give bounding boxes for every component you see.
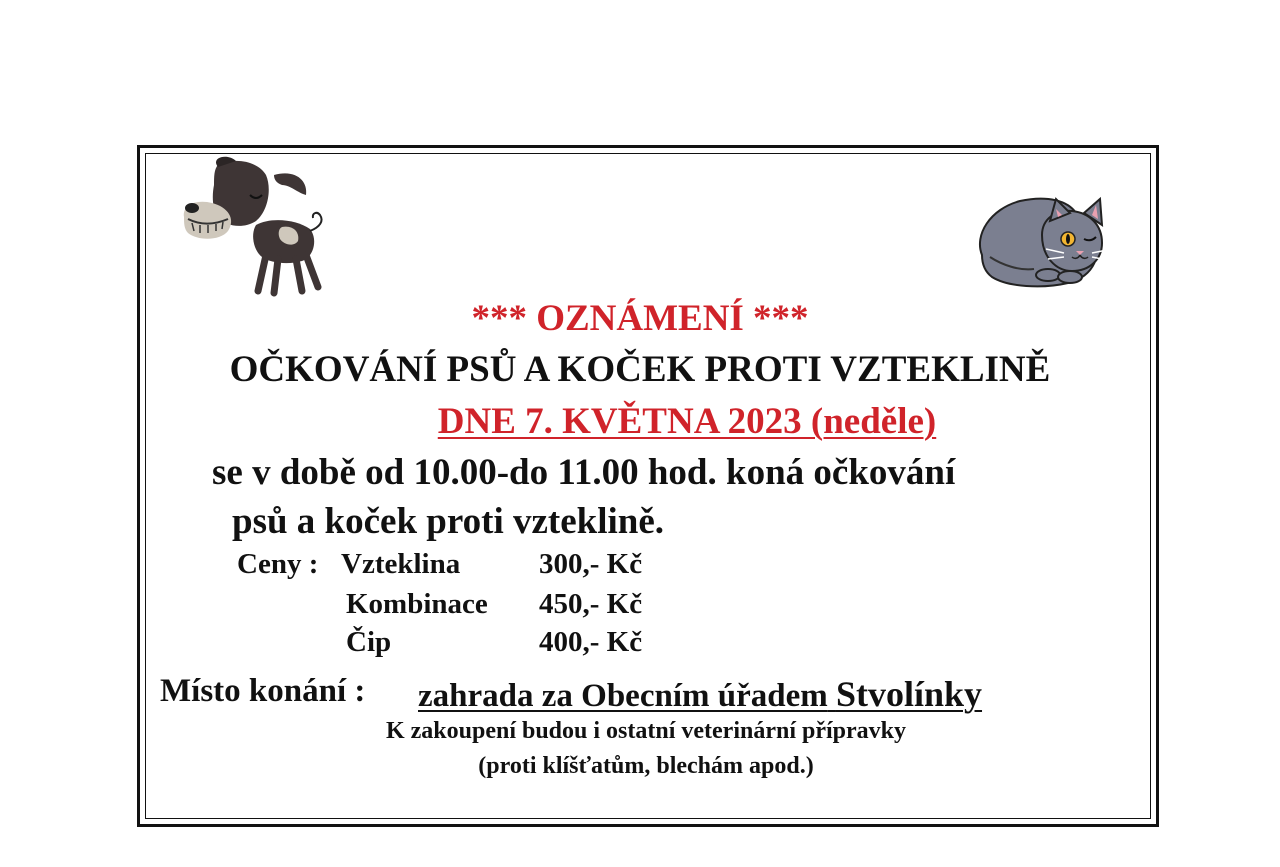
price-name: Čip xyxy=(346,626,392,658)
footer-line-1: K zakoupení budou i ostatní veterinární přípravky xyxy=(385,718,907,744)
price-name: Kombinace xyxy=(346,588,488,620)
cat-icon xyxy=(972,195,1122,290)
price-value: 300,- Kč xyxy=(539,548,643,580)
time-line: se v době od 10.00-do 11.00 hod. koná očkování xyxy=(212,452,956,493)
venue-label: Místo konání : xyxy=(160,673,366,709)
subject-title: OČKOVÁNÍ PSŮ A KOČEK PROTI VZTEKLINĚ xyxy=(229,349,1051,390)
footer-line-2: (proti klíšťatům, blechám apod.) xyxy=(478,753,814,779)
price-name: Vzteklina xyxy=(341,548,461,580)
venue-value: zahrada za Obecním úřadem Stvolínky xyxy=(418,674,983,714)
event-date: DNE 7. KVĚTNA 2023 (neděle) xyxy=(437,401,937,442)
price-value: 450,- Kč xyxy=(539,588,643,620)
price-value: 400,- Kč xyxy=(539,626,643,658)
prices-label: Ceny : xyxy=(237,548,319,580)
heading: *** OZNÁMENÍ *** xyxy=(471,298,809,339)
description-line: psů a koček proti vzteklině. xyxy=(232,501,665,542)
dog-icon xyxy=(178,155,328,300)
